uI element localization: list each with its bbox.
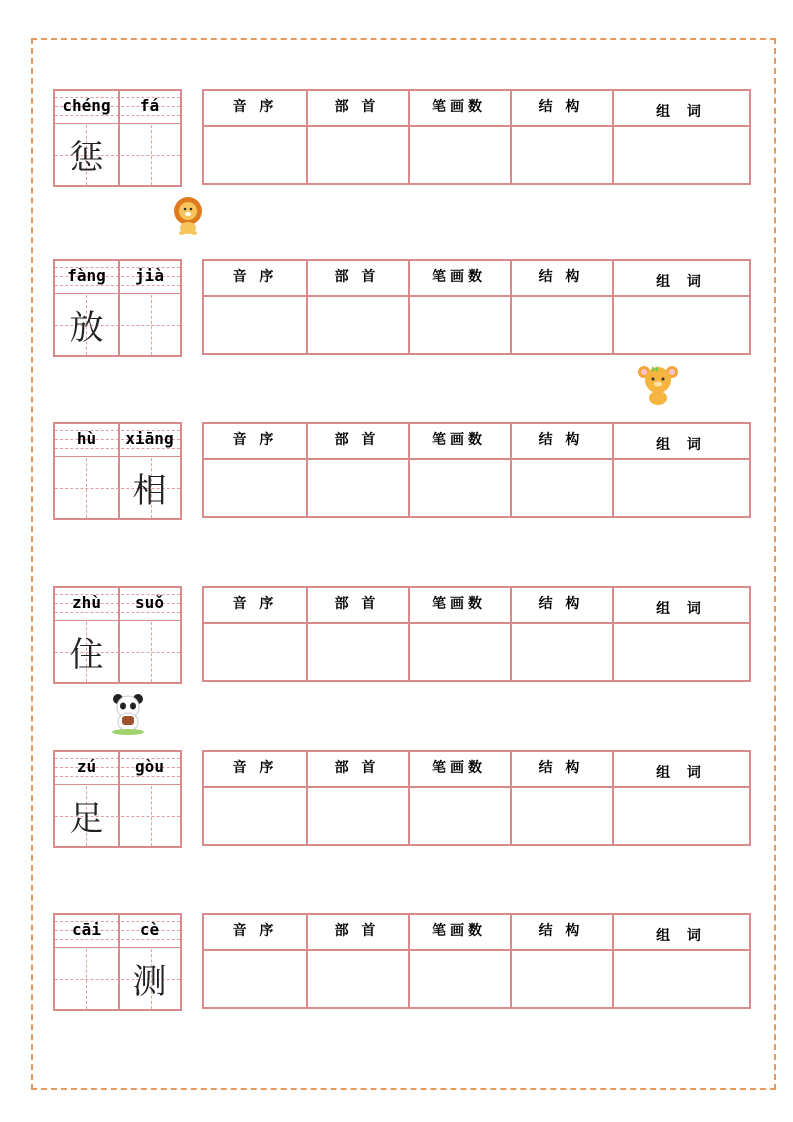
pinyin-left: zhù: [72, 593, 101, 612]
table-header-zuci: 组 词: [656, 104, 707, 120]
pinyin-right: cè: [139, 920, 160, 939]
table-header-yinxu: 音 序: [232, 432, 278, 448]
pinyin-left: hù: [76, 429, 97, 448]
table-header-bushou: 部 首: [334, 432, 380, 448]
pinyin-left: zú: [76, 757, 97, 776]
answer-cell[interactable]: [308, 127, 406, 183]
tianzige-box: [53, 422, 182, 520]
tianzige-box: [53, 750, 182, 848]
table-header-zuci: 组 词: [656, 274, 707, 290]
answer-cell[interactable]: [512, 127, 610, 183]
answer-cell[interactable]: [308, 624, 406, 680]
panda-icon: [108, 692, 148, 736]
table-header-zuci: 组 词: [656, 928, 707, 944]
answer-cell[interactable]: [308, 297, 406, 353]
answer-cell[interactable]: [512, 788, 610, 844]
tianzige-box: [53, 586, 182, 684]
table-header-bushou: 部 首: [334, 99, 380, 115]
hanzi-character: 放: [69, 308, 104, 348]
entry-row: [0, 750, 793, 848]
entry-row: [0, 259, 793, 357]
table-header-jiegou: 结 构: [538, 99, 584, 115]
table-header-yinxu: 音 序: [232, 99, 278, 115]
tianzige-box: [53, 89, 182, 187]
answer-cell[interactable]: [308, 788, 406, 844]
tianzige-box: [53, 913, 182, 1011]
hanzi-character: 足: [69, 799, 104, 839]
answer-cell[interactable]: [512, 297, 610, 353]
entry-row: [0, 586, 793, 684]
pinyin-left: chéng: [62, 96, 111, 115]
answer-cell[interactable]: [206, 127, 304, 183]
table-header-bihuashu: 笔画数: [432, 923, 486, 939]
bear-icon: [636, 362, 680, 406]
info-table: [202, 422, 751, 518]
answer-cell[interactable]: [308, 951, 406, 1007]
table-header-jiegou: 结 构: [538, 760, 584, 776]
entry-row: [0, 422, 793, 520]
answer-cell[interactable]: [308, 460, 406, 516]
answer-cell[interactable]: [410, 460, 508, 516]
answer-cell[interactable]: [614, 788, 749, 844]
pinyin-left: cāi: [72, 920, 101, 939]
answer-cell[interactable]: [614, 951, 749, 1007]
table-header-bushou: 部 首: [334, 760, 380, 776]
info-table: [202, 750, 751, 846]
table-header-bihuashu: 笔画数: [432, 760, 486, 776]
answer-cell[interactable]: [410, 624, 508, 680]
answer-cell[interactable]: [410, 127, 508, 183]
pinyin-right: suǒ: [135, 593, 164, 612]
pinyin-right: gòu: [135, 757, 164, 776]
lion-icon: [170, 196, 206, 236]
pinyin-right: jià: [135, 266, 164, 285]
info-table: [202, 586, 751, 682]
table-header-jiegou: 结 构: [538, 269, 584, 285]
answer-cell[interactable]: [206, 297, 304, 353]
answer-cell[interactable]: [410, 788, 508, 844]
answer-cell[interactable]: [206, 460, 304, 516]
answer-cell[interactable]: [614, 297, 749, 353]
table-header-jiegou: 结 构: [538, 596, 584, 612]
table-header-yinxu: 音 序: [232, 596, 278, 612]
table-header-jiegou: 结 构: [538, 923, 584, 939]
info-table: [202, 259, 751, 355]
pinyin-left: fàng: [67, 266, 106, 285]
table-header-bihuashu: 笔画数: [432, 99, 486, 115]
hanzi-character: 相: [132, 471, 167, 511]
table-header-bushou: 部 首: [334, 923, 380, 939]
entry-row: [0, 913, 793, 1011]
answer-cell[interactable]: [614, 460, 749, 516]
table-header-zuci: 组 词: [656, 437, 707, 453]
answer-cell[interactable]: [512, 624, 610, 680]
hanzi-character: 测: [132, 962, 167, 1002]
answer-cell[interactable]: [512, 951, 610, 1007]
answer-cell[interactable]: [614, 127, 749, 183]
table-header-bihuashu: 笔画数: [432, 269, 486, 285]
info-table: [202, 913, 751, 1009]
table-header-zuci: 组 词: [656, 601, 707, 617]
hanzi-character: 住: [69, 635, 104, 675]
answer-cell[interactable]: [614, 624, 749, 680]
info-table: [202, 89, 751, 185]
table-header-bushou: 部 首: [334, 269, 380, 285]
tianzige-box: [53, 259, 182, 357]
table-header-bihuashu: 笔画数: [432, 596, 486, 612]
pinyin-right: fá: [139, 96, 160, 115]
answer-cell[interactable]: [206, 788, 304, 844]
answer-cell[interactable]: [410, 951, 508, 1007]
table-header-yinxu: 音 序: [232, 760, 278, 776]
table-header-bushou: 部 首: [334, 596, 380, 612]
table-header-yinxu: 音 序: [232, 923, 278, 939]
answer-cell[interactable]: [206, 951, 304, 1007]
table-header-yinxu: 音 序: [232, 269, 278, 285]
entry-row: [0, 89, 793, 187]
answer-cell[interactable]: [206, 624, 304, 680]
table-header-zuci: 组 词: [656, 765, 707, 781]
hanzi-character: 惩: [69, 138, 104, 178]
answer-cell[interactable]: [410, 297, 508, 353]
pinyin-right: xiāng: [125, 429, 174, 448]
table-header-bihuashu: 笔画数: [432, 432, 486, 448]
answer-cell[interactable]: [512, 460, 610, 516]
table-header-jiegou: 结 构: [538, 432, 584, 448]
